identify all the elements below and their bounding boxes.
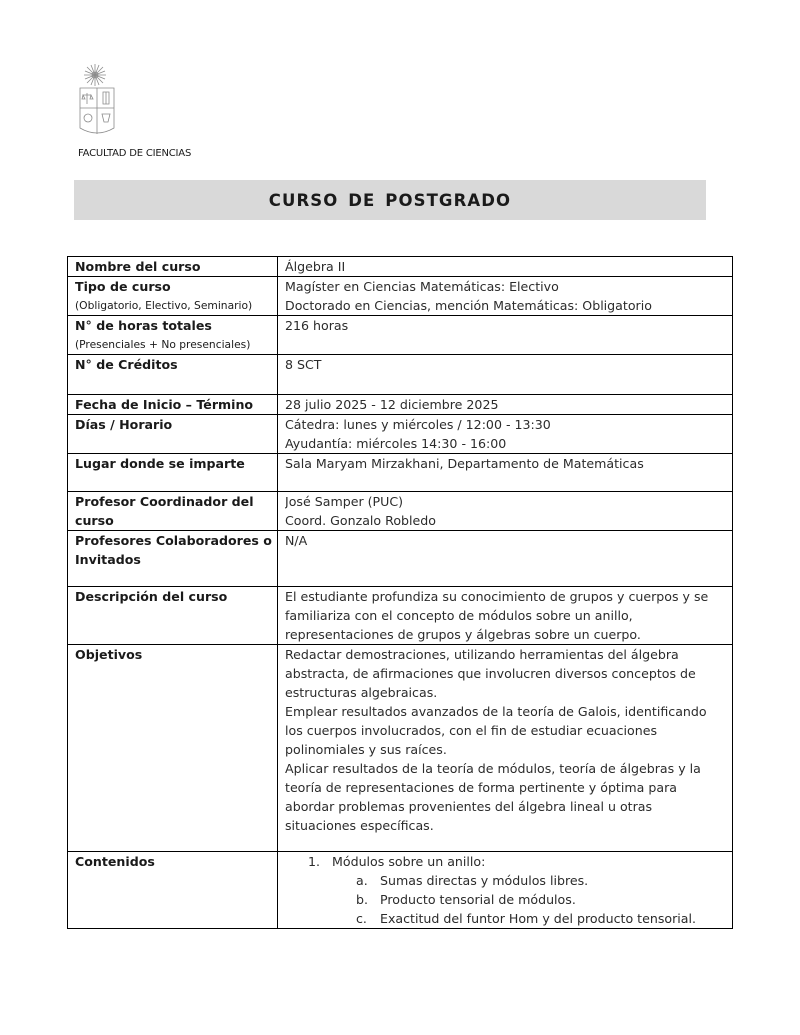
value-creditos: 8 SCT bbox=[278, 355, 733, 395]
contents-subitem bbox=[308, 890, 728, 909]
value-nombre: Álgebra II bbox=[278, 257, 733, 277]
value-line: Redactar demostraciones, utilizando herramientas del álgebra bbox=[285, 647, 679, 662]
label-creditos: N° de Créditos bbox=[68, 355, 278, 395]
value-line: representaciones de grupos y álgebras sobre un cuerpo. bbox=[285, 627, 641, 642]
value-line: polinomiales y sus raíces. bbox=[285, 742, 447, 757]
value-line: Coord. Gonzalo Robledo bbox=[285, 513, 436, 528]
label-nombre: Nombre del curso bbox=[68, 257, 278, 277]
value-horas: 216 horas bbox=[278, 316, 733, 355]
course-info-table bbox=[67, 256, 733, 929]
row-dias bbox=[68, 415, 733, 454]
label-coordinador: Profesor Coordinador del curso bbox=[68, 492, 278, 531]
value-line: Doctorado en Ciencias, mención Matemáticas: Obligatorio bbox=[285, 298, 652, 313]
row-colaboradores bbox=[68, 531, 733, 587]
label-tipo: Tipo de curso bbox=[75, 279, 171, 294]
label-fecha: Fecha de Inicio – Término bbox=[68, 395, 278, 415]
row-lugar bbox=[68, 454, 733, 492]
label-contenidos: Contenidos bbox=[68, 852, 278, 929]
value-tipo bbox=[278, 277, 733, 316]
label-lugar: Lugar donde se imparte bbox=[68, 454, 278, 492]
faculty-name: FACULTAD DE CIENCIAS bbox=[78, 148, 192, 159]
row-fecha bbox=[68, 395, 733, 415]
label-line: Profesores Colaboradores o bbox=[75, 533, 272, 548]
title-banner bbox=[74, 180, 706, 220]
value-coordinador bbox=[278, 492, 733, 531]
page-title: CURSO DE POSTGRADO bbox=[268, 190, 512, 210]
value-line: Cátedra: lunes y miércoles / 12:00 - 13:30 bbox=[285, 417, 551, 432]
row-descripcion bbox=[68, 587, 733, 645]
label-descripcion: Descripción del curso bbox=[68, 587, 278, 645]
row-contenidos bbox=[68, 852, 733, 929]
label-horas: N° de horas totales bbox=[75, 318, 212, 333]
value-line: abordar problemas provenientes del álgebra lineal u otras bbox=[285, 799, 653, 814]
value-line: abstracta, de afirmaciones que involucren diversos conceptos de bbox=[285, 666, 696, 681]
value-objetivos bbox=[278, 645, 733, 852]
value-lugar: Sala Maryam Mirzakhani, Departamento de Matemáticas bbox=[278, 454, 733, 492]
row-objetivos bbox=[68, 645, 733, 852]
value-colaboradores: N/A bbox=[278, 531, 733, 587]
value-dias bbox=[278, 415, 733, 454]
value-line: situaciones específicas. bbox=[285, 818, 434, 833]
label-objetivos: Objetivos bbox=[68, 645, 278, 852]
value-line: Emplear resultados avanzados de la teoría de Galois, identificando bbox=[285, 704, 707, 719]
value-contenidos bbox=[278, 852, 733, 929]
contents-item bbox=[285, 852, 728, 928]
subitem-marker: c. bbox=[356, 911, 367, 926]
label-horas-cell bbox=[68, 316, 278, 355]
value-line: teoría de representaciones de forma pertinente y óptima para bbox=[285, 780, 677, 795]
row-coordinador bbox=[68, 492, 733, 531]
value-line: estructuras algebraicas. bbox=[285, 685, 438, 700]
subitem-marker: a. bbox=[356, 873, 368, 888]
row-nombre bbox=[68, 257, 733, 277]
label-dias: Días / Horario bbox=[68, 415, 278, 454]
value-line: los cuerpos involucrados, con el fin de estudiar ecuaciones bbox=[285, 723, 658, 738]
contents-subitem bbox=[308, 909, 728, 928]
subitem-text: Exactitud del funtor Hom y del producto tensorial. bbox=[380, 911, 696, 926]
contents-list bbox=[285, 852, 728, 928]
value-line: Aplicar resultados de la teoría de módulos, teoría de álgebras y la bbox=[285, 761, 701, 776]
value-line: José Samper (PUC) bbox=[285, 494, 404, 509]
value-line: Ayudantía: miércoles 14:30 - 16:00 bbox=[285, 436, 507, 451]
row-tipo bbox=[68, 277, 733, 316]
value-line: El estudiante profundiza su conocimiento de grupos y cuerpos y se bbox=[285, 589, 709, 604]
sublabel-tipo: (Obligatorio, Electivo, Seminario) bbox=[75, 299, 253, 312]
sublabel-horas: (Presenciales + No presenciales) bbox=[75, 338, 251, 351]
row-creditos bbox=[68, 355, 733, 395]
label-colaboradores bbox=[68, 531, 278, 587]
subitem-marker: b. bbox=[356, 892, 368, 907]
value-fecha: 28 julio 2025 - 12 diciembre 2025 bbox=[278, 395, 733, 415]
label-line: Invitados bbox=[75, 552, 141, 567]
value-descripcion bbox=[278, 587, 733, 645]
contents-sublist bbox=[308, 871, 728, 928]
row-horas bbox=[68, 316, 733, 355]
label-tipo-cell bbox=[68, 277, 278, 316]
university-seal-logo bbox=[78, 62, 124, 142]
subitem-text: Sumas directas y módulos libres. bbox=[380, 873, 589, 888]
contents-item-title: 1. Módulos sobre un anillo: bbox=[332, 854, 486, 869]
contents-subitem bbox=[308, 871, 728, 890]
value-line: Magíster en Ciencias Matemáticas: Electivo bbox=[285, 279, 559, 294]
subitem-text: Producto tensorial de módulos. bbox=[380, 892, 576, 907]
value-line: familiariza con el concepto de módulos sobre un anillo, bbox=[285, 608, 633, 623]
